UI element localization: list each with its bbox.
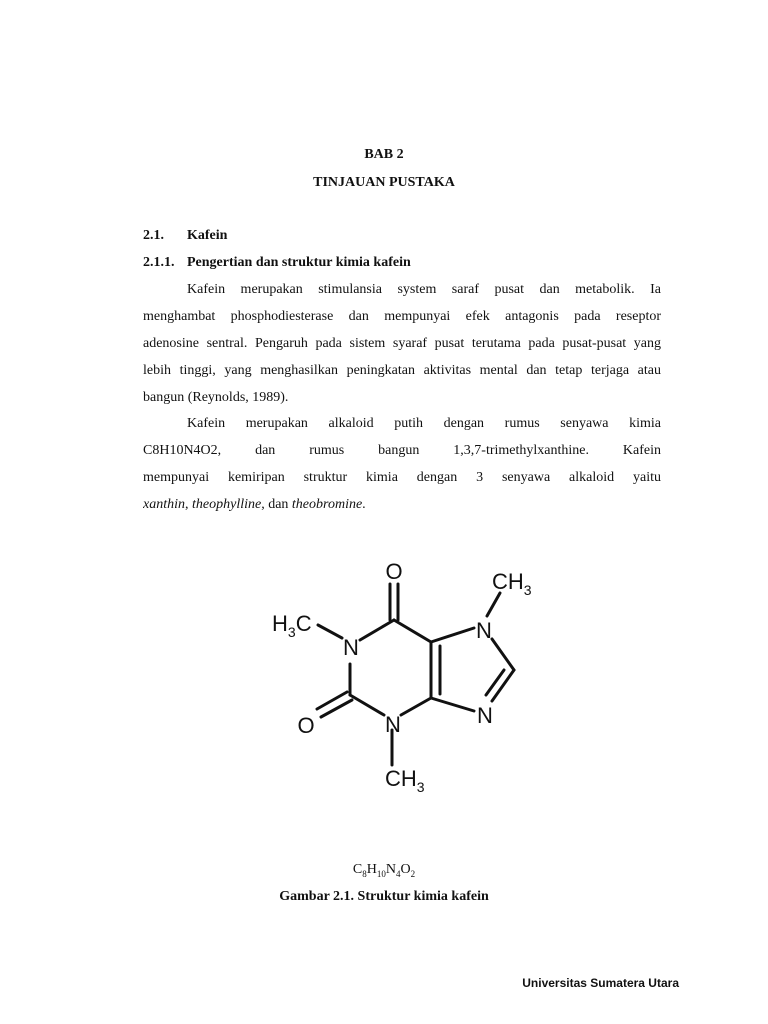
separator: , [185,497,192,512]
subsection-heading [143,255,411,271]
paragraph-line: mempunyai kemiripan struktur kimia dengan 3 senyawa alkaloid yaitu [143,470,661,485]
paragraph-2 [143,410,661,518]
atom-n1: N [343,635,359,660]
paragraph-line-last [143,491,661,518]
paragraph-line: bangun (Reynolds, 1989). [143,390,289,405]
bond [431,628,474,642]
footer-university: Universitas Sumatera Utara [522,976,679,990]
bond [486,670,504,695]
bond [360,620,394,640]
term-theobromine: theobromine [291,497,363,512]
paragraph-line: menghambat phosphodiesterase dan mempunyai efek antagonis pada reseptor [143,309,661,324]
atom-n9: N [477,703,493,728]
paragraph-line: lebih tinggi, yang menghasilkan peningkatan aktivitas mental dan tetap terjaga atau [143,363,661,378]
subsection-number: 2.1.1. [143,255,175,270]
bond [401,698,431,715]
bond [487,593,500,616]
atom-ch3-right: $CH_3$ [492,569,532,598]
section-title: Kafein [187,228,228,243]
paragraph-line: Kafein merupakan stimulansia system saraf pusat dan metabolik. Ia [187,282,661,297]
bond [492,670,514,701]
paragraph-line: Kafein merupakan alkaloid putih dengan rumus senyawa kimia [187,416,661,431]
bond [350,695,384,715]
figure-caption: Gambar 2.1. Struktur kimia kafein [279,889,489,904]
caffeine-structure [260,552,550,797]
atom-h3c-left: $H_3C$ [272,611,312,640]
bond [318,625,342,638]
term-xanthin: xanthin [143,497,185,512]
atom-ch3-bottom: $CH_3$ [385,766,425,795]
bond [394,620,431,642]
atom-n7: N [476,618,492,643]
paragraph-line: C8H10N4O2, dan rumus bangun 1,3,7-trimethylxanthine. Kafein [143,443,661,458]
subsection-title: Pengertian dan struktur kimia kafein [187,255,411,270]
atom-oxygen-left: O [297,713,315,738]
chapter-label: BAB 2 [364,147,404,162]
bond [431,698,474,711]
period: . [362,497,366,512]
section-number: 2.1. [143,228,164,243]
atom-oxygen-top: O [385,559,403,584]
separator: , dan [261,497,292,512]
paragraph-line: adenosine sentral. Pengaruh pada sistem syaraf pusat terutama pada pusat-pusat yang [143,336,661,351]
atom-n3: N [385,712,401,737]
bond [492,639,514,670]
section-heading [143,228,227,244]
molecular-formula: $C_8H_{10}N_4O_2$ [352,862,416,879]
term-theophylline: theophylline [192,497,262,512]
paragraph-1 [143,276,661,411]
chapter-title: TINJAUAN PUSTAKA [313,175,455,190]
